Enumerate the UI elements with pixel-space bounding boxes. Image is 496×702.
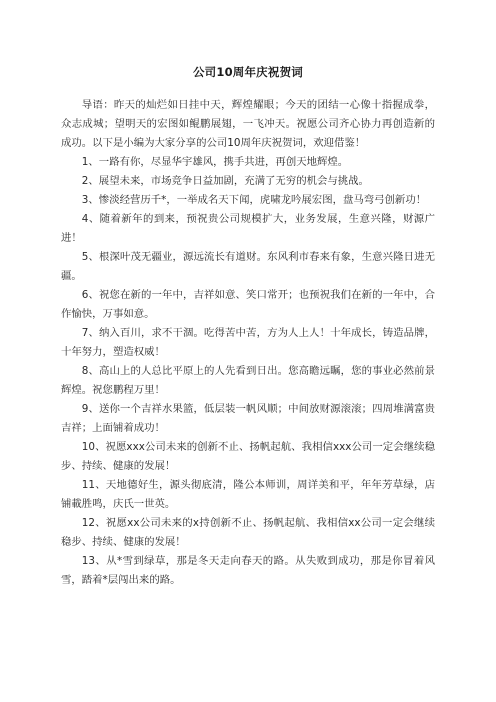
paragraph-7: 7、纳入百川，求不干涸。吃得苦中苦，方为人上人！十年成长，铸造品牌，十年努力，塑造权威！ <box>61 327 435 358</box>
paragraph-2: 2、展望未来，市场竞争日益加剧，充满了无穷的机会与挑战。 <box>81 175 369 187</box>
paragraph-5: 5、根深叶茂无疆业，源远流长有道财。东风利市春来有象，生意兴隆日进无疆。 <box>61 251 435 282</box>
paragraph-intro: 导语：昨天的灿烂如日挂中天，辉煌耀眼；今天的团结一心像十指握成拳，众志成城；望明天的宏图如鲲鹏展翅，一飞冲天。祝愿公司齐心协力再创造新的成功。以下是小编为大家分享的公司10周年庆祝贺词，欢迎借鉴！ <box>61 99 435 149</box>
paragraph-8: 8、高山上的人总比平原上的人先看到日出。您高瞻远瞩，您的事业必然前景辉煌。祝您鹏程万里！ <box>61 365 435 396</box>
document-body <box>61 96 435 590</box>
paragraph-6: 6、祝您在新的一年中，吉祥如意、笑口常开；也预祝我们在新的一年中，合作愉快，万事如意。 <box>61 289 435 320</box>
paragraph-3: 3、惨淡经营历千*，一举成名天下闻，虎啸龙吟展宏图，盘马弯弓创新功！ <box>81 194 427 206</box>
paragraph-9: 9、送你一个吉祥水果篮，低层装一帆风顺；中间放财源滚滚；四周堆满富贵吉祥；上面铺着成功！ <box>61 403 435 434</box>
paragraph-13: 13、从*雪到绿草，那是冬天走向春天的路。从失败到成功，那是你冒着风雪，踏着*层闯出来的路。 <box>61 555 435 586</box>
paragraph-12: 12、祝愿xx公司未来的x持创新不止、扬帆起航、我相信xx公司一定会继续稳步、持续、健康的发展！ <box>61 517 435 548</box>
paragraph-1: 1、一路有你，尽显华宇雄风，携手共进，再创天地辉煌。 <box>81 156 349 168</box>
paragraph-4: 4、随着新年的到来，预祝贵公司规模扩大，业务发展，生意兴隆，财源广进！ <box>61 213 435 244</box>
document-title: 公司10周年庆祝贺词 <box>192 65 303 79</box>
paragraph-11: 11、天地德好生，源头彻底清，隆公本师训，周详美和平，年年芳草绿，店铺載胜鸣，庆氏一世英。 <box>61 479 435 510</box>
paragraph-10: 10、祝愿xxx公司未来的创新不止、扬帆起航、我相信xxx公司一定会继续稳步、持续、健康的发展！ <box>61 441 435 472</box>
